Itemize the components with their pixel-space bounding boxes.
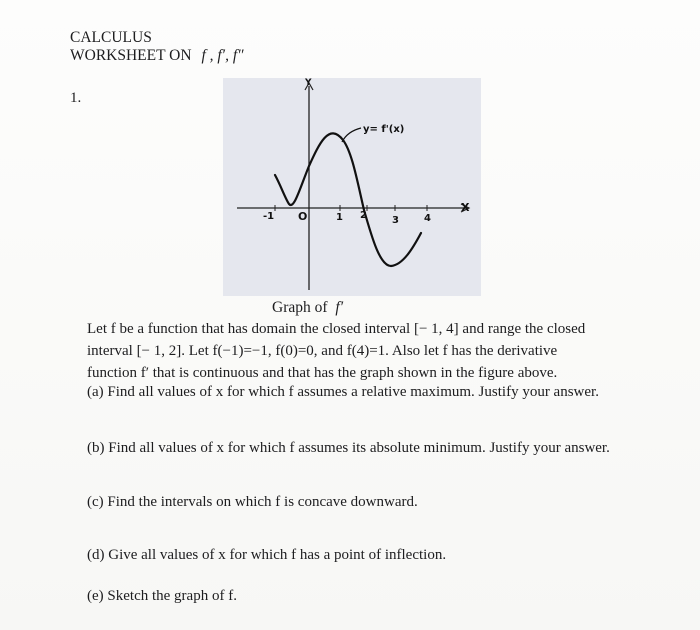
body-line-2: interval [− 1, 2]. Let f(−1)=−1, f(0)=0, and f(4)=1. Also let f has the derivative bbox=[87, 343, 558, 359]
body-line-1: Let f be a function that has domain the closed interval [− 1, 4] and range the closed bbox=[87, 321, 586, 337]
x-axis-label: X bbox=[461, 201, 470, 214]
question-a: (a) Find all values of x for which f assumes a relative maximum. Justify your answer. bbox=[87, 384, 599, 400]
worksheet-title bbox=[70, 46, 244, 66]
question-b: (b) Find all values of x for which f assumes its absolute minimum. Justify your answer. bbox=[87, 440, 610, 456]
curve-label-leader bbox=[342, 128, 361, 142]
figure-caption-func: f′ bbox=[335, 299, 344, 316]
origin-label: O bbox=[298, 210, 308, 223]
derivative-curve bbox=[275, 133, 421, 266]
tick-label-1: 1 bbox=[336, 212, 343, 223]
tick-label-3: 3 bbox=[392, 215, 399, 226]
figure-caption bbox=[272, 298, 343, 318]
body-line-3: function f′ that is continuous and that has the graph shown in the figure above. bbox=[87, 365, 558, 381]
y-axis-label: Y bbox=[305, 78, 312, 88]
question-d: (d) Give all values of x for which f has a point of inflection. bbox=[87, 547, 447, 563]
derivative-graph bbox=[223, 78, 481, 296]
problem-number: 1. bbox=[70, 90, 82, 106]
course-title: CALCULUS bbox=[70, 29, 152, 46]
question-e: (e) Sketch the graph of f. bbox=[87, 588, 237, 604]
figure-caption-prefix: Graph of bbox=[272, 299, 328, 316]
worksheet-title-prefix: WORKSHEET ON bbox=[70, 47, 192, 64]
tick-label-2: 2 bbox=[360, 210, 367, 221]
worksheet-title-functions: f , f′, f″ bbox=[201, 47, 244, 64]
curve-label: y= f'(x) bbox=[363, 124, 405, 135]
graph-svg bbox=[223, 78, 481, 296]
tick-label-neg1: -1 bbox=[263, 211, 275, 222]
tick-label-4: 4 bbox=[424, 213, 431, 224]
question-c: (c) Find the intervals on which f is concave downward. bbox=[87, 494, 418, 510]
